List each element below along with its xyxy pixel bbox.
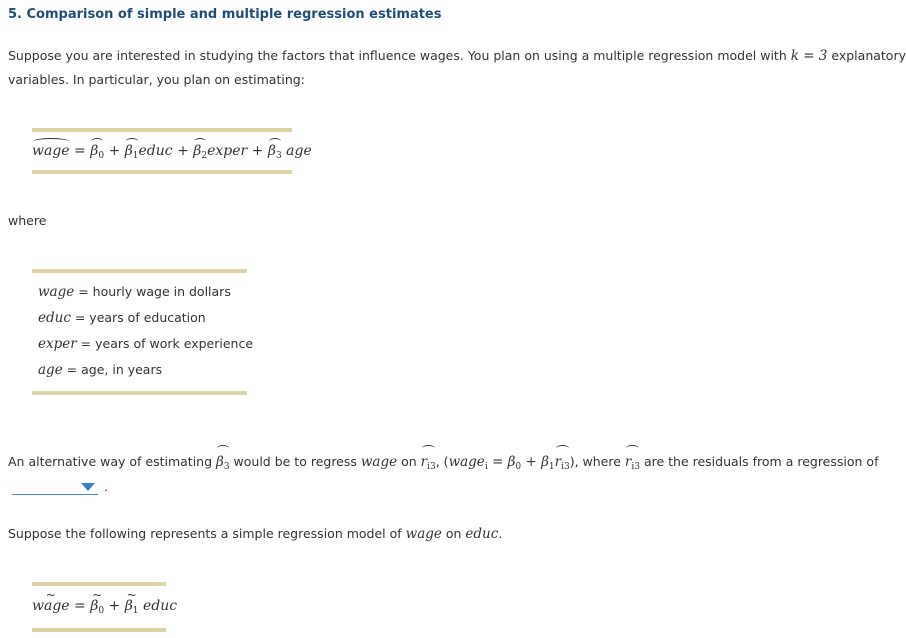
wage-inline-2: wage	[405, 526, 442, 542]
residual-r-hat-2: $r_{i3}$	[625, 450, 640, 479]
simple-sentence: Suppose the following represents a simple regression model of wage on educ.	[8, 526, 503, 542]
wage-hat: wage	[32, 143, 70, 159]
definition-exper: exper = years of work experience	[38, 336, 254, 352]
multiple-regression-equation: wage = $\beta_0$ + $\beta_1educ$ + $\beta_2exper + \beta_3$ age	[32, 143, 312, 161]
simple-regression-equation: ~ wage = ~ $\beta_0$ + ~ $\beta_1$ educ	[32, 598, 177, 616]
age-var: age	[286, 143, 312, 159]
educ-var: educ	[138, 143, 173, 159]
beta0-tilde: ~ $\beta_0$	[90, 598, 104, 616]
exper-var: exper	[207, 143, 248, 159]
k-expression: k = 3	[790, 48, 828, 64]
beta1-hat: $\beta_1$	[124, 143, 139, 161]
beta1-tilde: ~ $\beta_1$	[125, 598, 139, 616]
dropdown-period: .	[104, 480, 108, 494]
beta3-hat-inline: $\beta_3$	[216, 450, 230, 479]
intro-line-2: variables. In particular, you plan on estimating:	[8, 72, 305, 87]
intro-text-2: explanatory	[827, 48, 906, 63]
educ-inline: educ	[465, 526, 499, 542]
definition-educ: educ = years of education	[38, 310, 206, 326]
beta0-hat: $\beta_0$	[90, 143, 105, 161]
intro-text-1: Suppose you are interested in studying the factors that influence wages. You plan on using a multiple regression model with	[8, 48, 791, 63]
beta3-hat: $\beta_3$	[267, 143, 282, 161]
chevron-down-icon[interactable]	[81, 483, 95, 491]
where-label: where	[8, 213, 47, 228]
question-title: 5. Comparison of simple and multiple regression estimates	[8, 7, 442, 22]
definition-age: age = age, in years	[38, 362, 163, 378]
beta2-hat: $\beta_2$	[193, 143, 208, 161]
wage-inline: wage	[360, 454, 398, 470]
educ-var-simple: educ	[142, 598, 178, 614]
definition-wage: wage = hourly wage in dollars	[38, 284, 231, 300]
residual-r-hat: $r_{i3}$	[421, 450, 436, 479]
wage-i-inline: wage$_i$ = $\beta_0 + \beta_1r_{i3}$	[449, 454, 570, 470]
wage-tilde: ~ wage	[32, 598, 70, 614]
regression-dropdown[interactable]	[12, 480, 98, 495]
intro-line-1	[8, 44, 906, 68]
alternative-sentence: An alternative way of estimating $\beta_3$ would be to regress wage on $r_{i3}$, (wage$_i$ = $\beta_0 + \beta_1r_{i3}$), where $r_{i3}$ are the residuals from a regression of	[8, 450, 878, 479]
